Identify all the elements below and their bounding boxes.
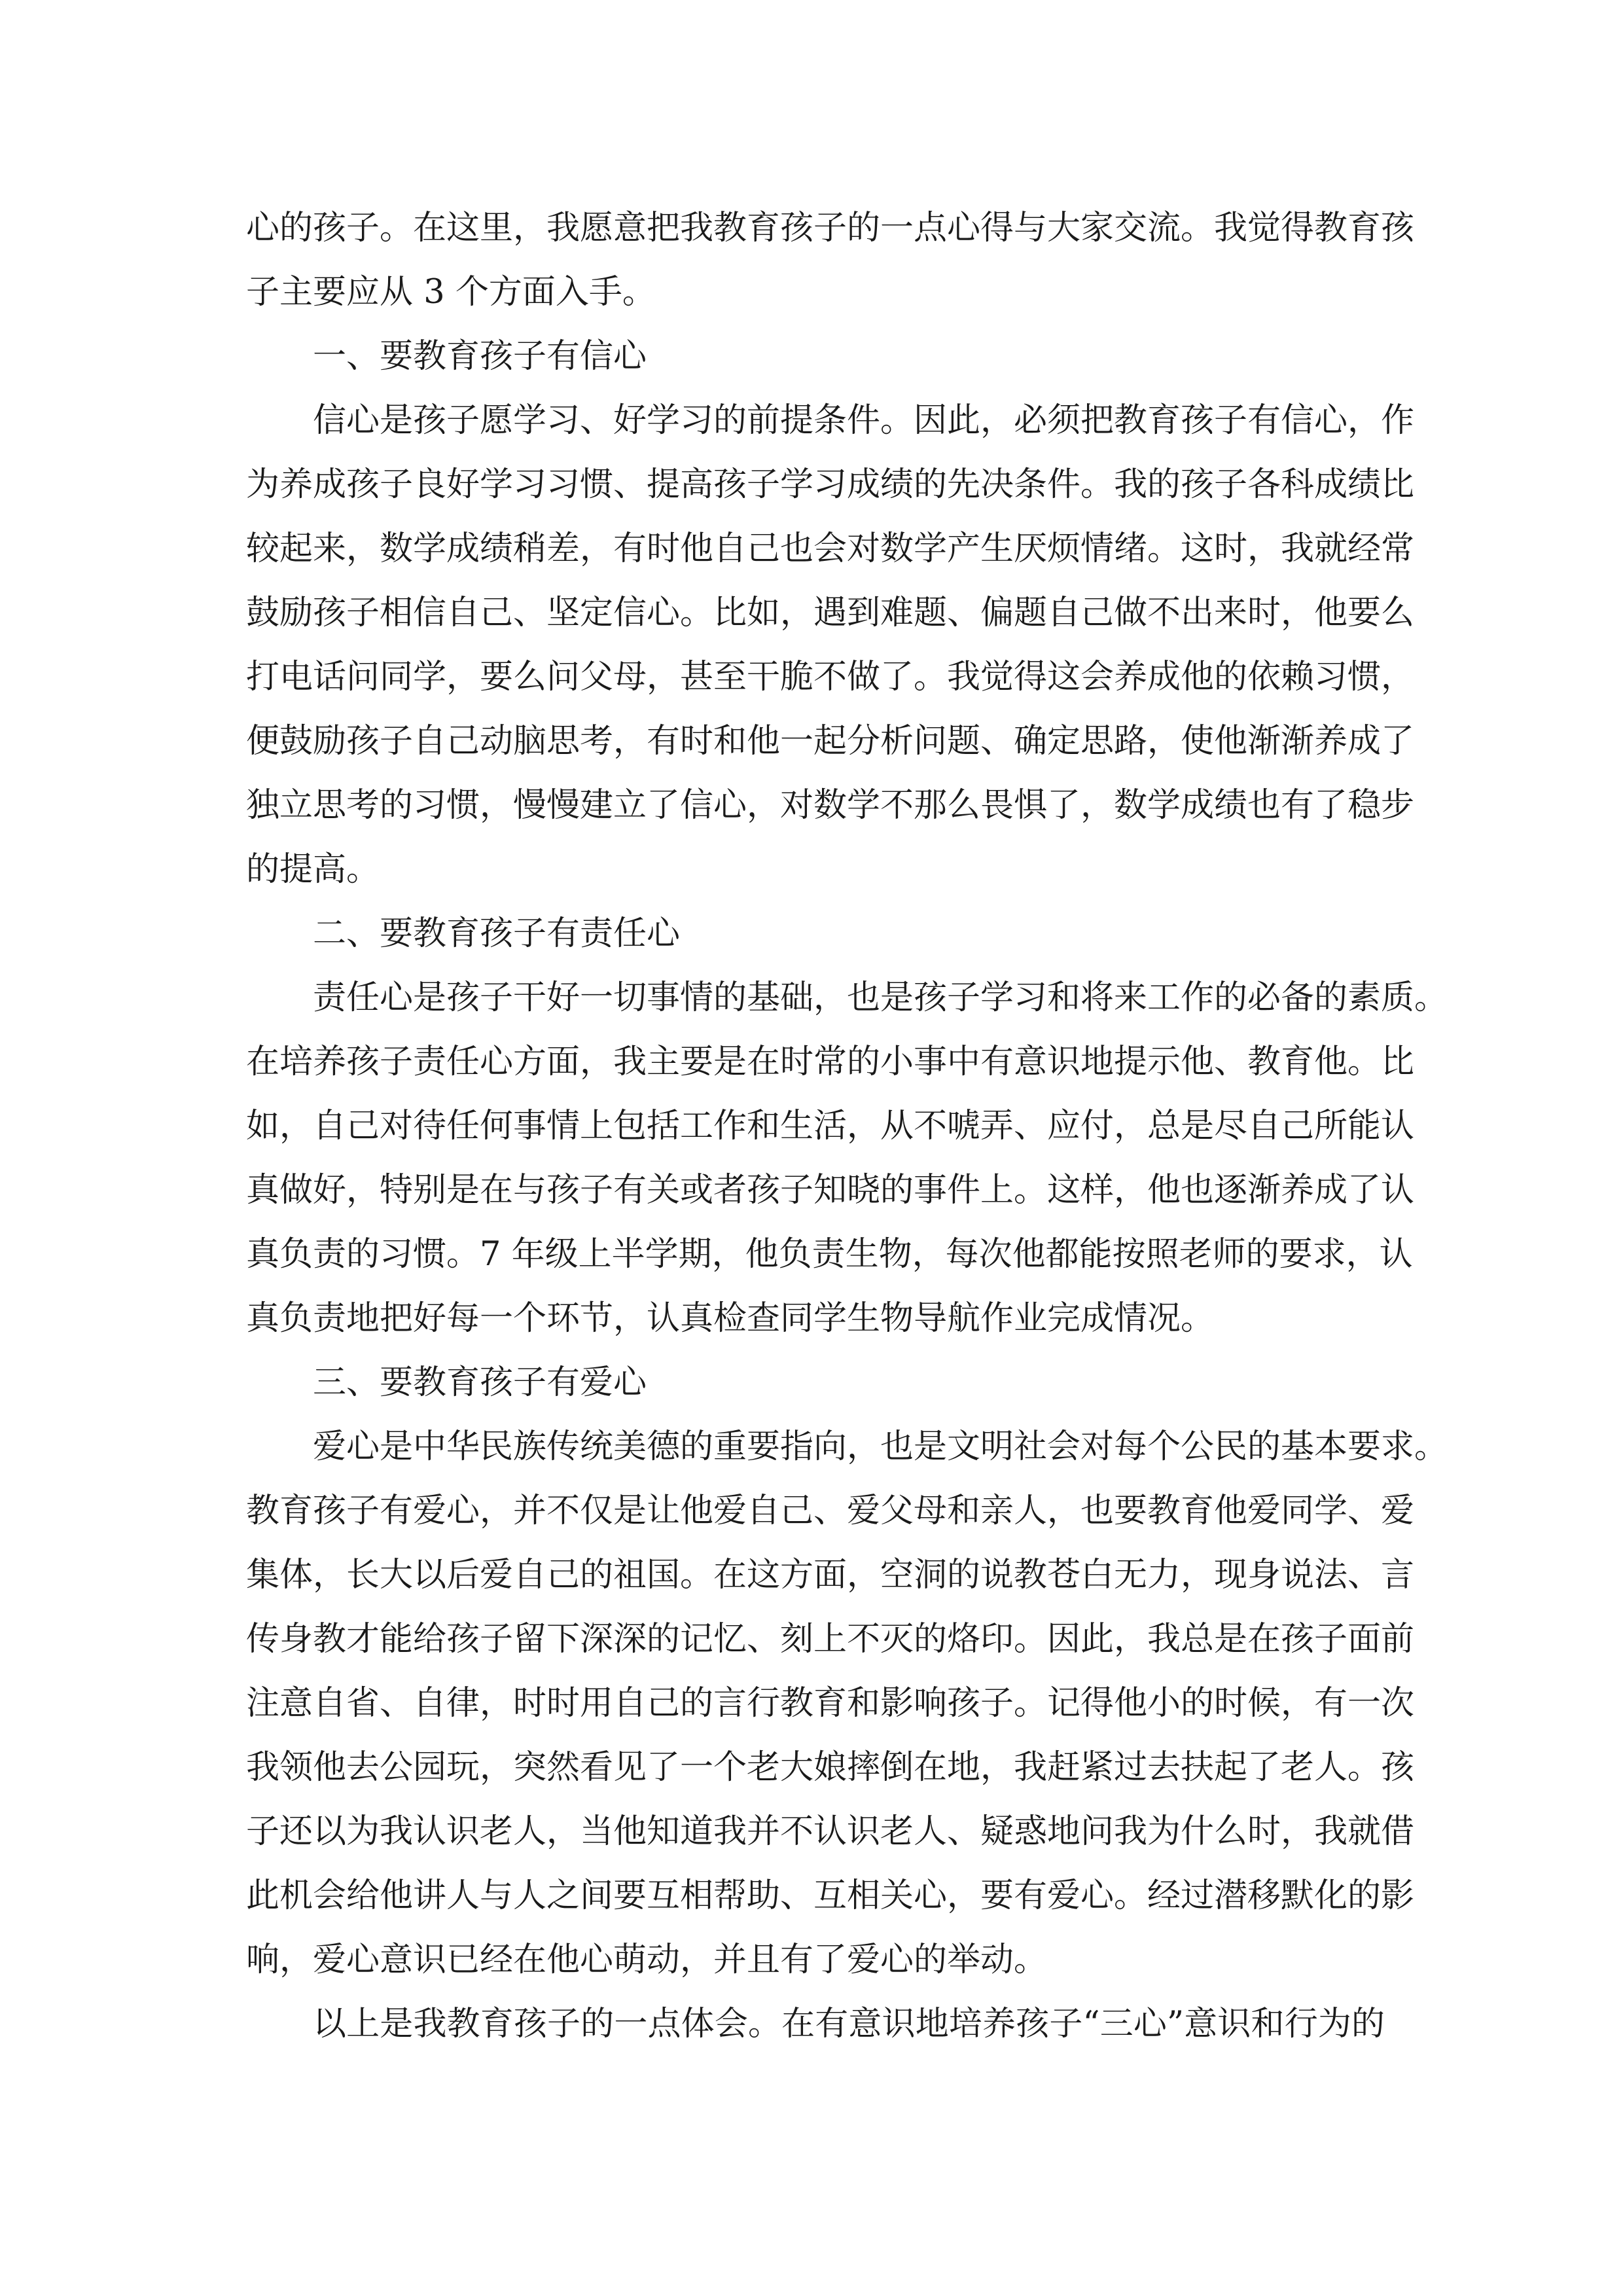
text-line: 传身教才能给孩子留下深深的记忆、刻上不灭的烙印。因此，我总是在孩子面前 [246,1620,1415,1659]
text-line: 独立思考的习惯，慢慢建立了信心，对数学不那么畏惧了，数学成绩也有了稳步 [246,786,1415,825]
text-line: 真负责的习惯。7 年级上半学期，他负责生物，每次他都能按照老师的要求，认 [246,1235,1413,1274]
text-line: 较起来，数学成绩稍差，有时他自己也会对数学产生厌烦情绪。这时，我就经常 [246,529,1415,568]
text-line: 集体，长大以后爱自己的祖国。在这方面，空洞的说教苍白无力，现身说法、言 [246,1556,1415,1594]
text-line: 此机会给他讲人与人之间要互相帮助、互相关心，要有爱心。经过潜移默化的影 [246,1876,1415,1915]
text-line: 以上是我教育孩子的一点体会。在有意识地培养孩子“三心”意识和行为的 [313,2005,1385,2043]
text-line: 真做好，特别是在与孩子有关或者孩子知晓的事件上。这样，他也逐渐养成了认 [246,1171,1415,1210]
text-line: 在培养孩子责任心方面，我主要是在时常的小事中有意识地提示他、教育他。比 [246,1043,1415,1081]
text-line: 便鼓励孩子自己动脑思考，有时和他一起分析问题、确定思路，使他渐渐养成了 [246,722,1415,761]
text-line: 三、要教育孩子有爱心 [313,1363,647,1402]
text-line: 一、要教育孩子有信心 [313,337,647,376]
text-line: 二、要教育孩子有责任心 [313,914,681,953]
text-line: 子还以为我认识老人，当他知道我并不认识老人、疑惑地问我为什么时，我就借 [246,1812,1415,1851]
text-line: 我领他去公园玩，突然看见了一个老大娘摔倒在地，我赶紧过去扶起了老人。孩 [246,1748,1415,1787]
text-line: 教育孩子有爱心，并不仅是让他爱自己、爱父母和亲人，也要教育他爱同学、爱 [246,1492,1415,1530]
text-line: 打电话问同学，要么问父母，甚至干脆不做了。我觉得这会养成他的依赖习惯， [246,658,1415,696]
text-line: 如，自己对待任何事情上包括工作和生活，从不唬弄、应付，总是尽自己所能认 [246,1107,1415,1145]
text-line: 责任心是孩子干好一切事情的基础，也是孩子学习和将来工作的必备的素质。 [313,978,1448,1017]
text-line: 信心是孩子愿学习、好学习的前提条件。因此，必须把教育孩子有信心，作 [313,401,1415,440]
text-line: 为养成孩子良好学习习惯、提高孩子学习成绩的先决条件。我的孩子各科成绩比 [246,465,1415,504]
text-line: 的提高。 [246,850,380,889]
text-line: 子主要应从 3 个方面入手。 [246,273,656,312]
text-line: 爱心是中华民族传统美德的重要指向，也是文明社会对每个公民的基本要求。 [313,1427,1448,1466]
text-line: 真负责地把好每一个环节，认真检查同学生物导航作业完成情况。 [246,1299,1215,1338]
text-line: 注意自省、自律，时时用自己的言行教育和影响孩子。记得他小的时候，有一次 [246,1684,1415,1723]
text-line: 鼓励孩子相信自己、坚定信心。比如，遇到难题、偏题自己做不出来时，他要么 [246,594,1415,632]
text-line: 响，爱心意识已经在他心萌动，并且有了爱心的举动。 [246,1941,1048,1979]
document-body [246,196,1448,2056]
text-line: 心的孩子。在这里，我愿意把我教育孩子的一点心得与大家交流。我觉得教育孩 [246,209,1415,247]
